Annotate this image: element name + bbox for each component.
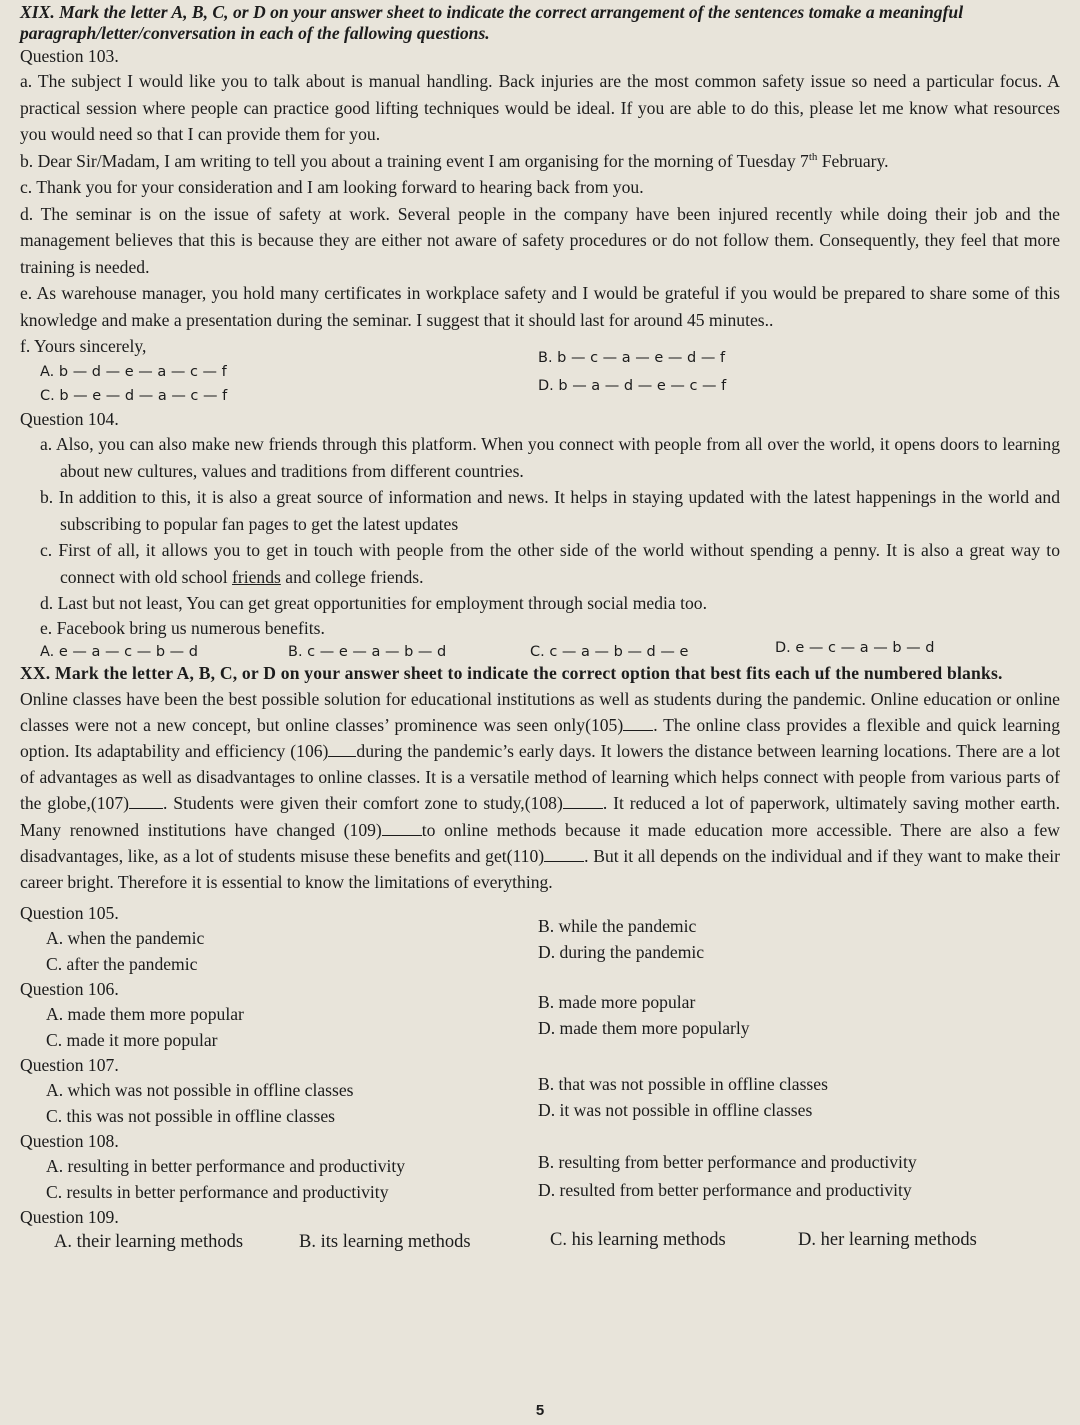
- q104-option-a[interactable]: A. e — a — c — b — d: [40, 643, 198, 660]
- blank-109[interactable]: [382, 835, 422, 836]
- question-103-label: Question 103.: [20, 46, 119, 66]
- q104-sentence-c-end: and college friends.: [280, 566, 424, 587]
- q107-option-c[interactable]: C. this was not possible in offline classes: [46, 1106, 335, 1127]
- q107-option-b[interactable]: B. that was not possible in offline classes: [538, 1074, 828, 1095]
- q106-option-b[interactable]: B. made more popular: [538, 992, 696, 1013]
- question-109-label: Question 109.: [20, 1207, 119, 1228]
- question-106-label: Question 106.: [20, 979, 119, 1000]
- question-105-label: Question 105.: [20, 903, 119, 924]
- passage-part-3: during the pandemic’s early days. It lowers the distance between learning locations. There are a lot of advantages as well as disadvantages to online classes. It is a versatile method of learning which helps connect with people from various parts of the globe,(107): [20, 740, 1060, 814]
- q103-sentence-f: f. Yours sincerely,: [20, 336, 147, 356]
- q104-sentence-e: e. Facebook bring us numerous benefits.: [40, 617, 325, 638]
- q108-options-row-1: [20, 1153, 1060, 1179]
- q103-sentence-b-text: b. Dear Sir/Madam, I am writing to tell you about a training event I am organising for the morning of Tuesday 7: [20, 150, 809, 171]
- question-104: [20, 407, 1060, 661]
- q103-sentence-c: c. Thank you for your consideration and I am looking forward to hearing back from you.: [20, 177, 644, 197]
- blank-108[interactable]: [563, 808, 603, 809]
- q109-options: [20, 1229, 1060, 1255]
- q109-option-d[interactable]: D. her learning methods: [798, 1230, 977, 1251]
- q109-option-c[interactable]: C. his learning methods: [550, 1230, 726, 1251]
- q104-sentence-c: [20, 537, 1060, 590]
- q103-sentence-b-superscript: th: [808, 150, 818, 163]
- passage-part-4: . Students were given their comfort zone to study,(108): [163, 793, 563, 814]
- q103-sentence-b: [20, 148, 1060, 175]
- q103-sentence-b-end: February.: [817, 150, 889, 171]
- q108-option-c[interactable]: C. results in better performance and productivity: [46, 1182, 389, 1203]
- blank-107[interactable]: [129, 808, 163, 809]
- q104-sentence-c-text: c. First of all, it allows you to get in touch with people from the other side of the world without spending a penny. It is also a great way to connect with old school: [40, 540, 1060, 587]
- q108-option-a[interactable]: A. resulting in better performance and productivity: [46, 1156, 406, 1177]
- q104-option-d[interactable]: D. e — c — a — b — d: [775, 639, 935, 656]
- q107-options-row-2: [20, 1100, 1060, 1129]
- q104-options: [20, 639, 1060, 661]
- q104-sentence-b: b. In addition to this, it is also a great source of information and news. It helps in staying updated with the latest happenings in the world and subscribing to popular fan pages to get the latest updates: [40, 487, 1060, 534]
- question-104-label: Question 104.: [20, 409, 119, 429]
- q104-option-b[interactable]: B. c — e — a — b — d: [288, 643, 447, 660]
- q104-sentence-a: a. Also, you can also make new friends through this platform. When you connect with people from all over the world, it opens doors to learning about new cultures, values and traditions from different countries.: [40, 434, 1060, 481]
- question-109: [20, 1205, 1060, 1255]
- blank-110[interactable]: [544, 861, 584, 862]
- q103-option-d[interactable]: D. b — a — d — e — c — f: [538, 378, 727, 394]
- q105-options-row-2: [20, 942, 1060, 977]
- q105-option-b[interactable]: B. while the pandemic: [538, 916, 697, 937]
- q108-option-d[interactable]: D. resulted from better performance and productivity: [538, 1180, 912, 1201]
- q103-sentence-e: e. As warehouse manager, you hold many certificates in workplace safety and I would be grateful if you would be prepared to share some of this knowledge and make a presentation during the seminar. I suggest that it should last for around 45 minutes..: [20, 283, 1060, 330]
- q105-option-a[interactable]: A. when the pandemic: [46, 928, 205, 949]
- question-106: [20, 977, 1060, 1053]
- question-103: [20, 44, 1060, 407]
- q104-sentence-d: d. Last but not least, You can get great opportunities for employment through social media too.: [40, 593, 707, 613]
- q104-option-c[interactable]: C. c — a — b — d — e: [530, 643, 689, 660]
- question-105: [20, 901, 1060, 977]
- q105-option-d[interactable]: D. during the pandemic: [538, 942, 705, 963]
- blank-105[interactable]: [623, 730, 653, 731]
- q103-options-row-2: [20, 378, 1060, 407]
- passage-part-6: to online methods because it made education more accessible. There are also a few disadvantages, like, as a lot of students misuse these benefits and get(110): [20, 819, 1060, 866]
- q106-option-c[interactable]: C. made it more popular: [46, 1030, 218, 1051]
- q108-option-b[interactable]: B. resulting from better performance and productivity: [538, 1152, 917, 1173]
- question-108-label: Question 108.: [20, 1131, 119, 1152]
- question-108: [20, 1129, 1060, 1205]
- q106-options-row-2: [20, 1018, 1060, 1053]
- q106-option-a[interactable]: A. made them more popular: [46, 1004, 244, 1025]
- q108-options-row-2: [20, 1179, 1060, 1205]
- q109-option-b[interactable]: B. its learning methods: [299, 1232, 471, 1253]
- q103-option-a[interactable]: A. b — d — e — a — c — f: [40, 364, 227, 380]
- blank-106[interactable]: [328, 756, 356, 757]
- q103-option-b[interactable]: B. b — c — a — e — d — f: [538, 350, 726, 366]
- page-number: 5: [535, 1402, 545, 1419]
- passage-part-5: . It reduced a lot of paperwork, ultimately saving mother earth. Many renowned institutions have changed (109): [20, 793, 1060, 840]
- q104-sentence-c-underlined: friends: [232, 566, 281, 587]
- q107-option-a[interactable]: A. which was not possible in offline classes: [46, 1080, 354, 1101]
- question-107-label: Question 107.: [20, 1055, 119, 1076]
- q103-sentence-a: a. The subject I would like you to talk about is manual handling. Back injuries are the most common safety issue so need a particular focus. A practical session where people can practice good lifting techniques would be ideal. If you are able to do this, please let me know what resources you would need so that I can provide them for you.: [20, 71, 1060, 144]
- q106-option-d[interactable]: D. made them more popularly: [538, 1018, 750, 1039]
- passage-part-1: Online classes have been the best possible solution for educational institutions as well as students during the pandemic. Online education or online classes were not a new concept, but online classes’ prominence was seen only(105): [20, 688, 1060, 735]
- q103-sentence-d: d. The seminar is on the issue of safety at work. Several people in the company have been injured recently while doing their job and the management believes that this is because they are either not aware of safety procedures or do not follow them. Consequently, they feel that more training is needed.: [20, 203, 1060, 277]
- section-19-heading: XIX. Mark the letter A, B, C, or D on your answer sheet to indicate the correct arrangement of the sentences tomake a meaningful paragraph/letter/conversation in each of the fallowing questions.: [20, 2, 964, 43]
- section-20-heading: XX. Mark the letter A, B, C, or D on your answer sheet to indicate the correct option that best fits each uf the numbered blanks.: [20, 662, 1003, 683]
- q103-option-c[interactable]: C. b — e — d — a — c — f: [40, 388, 228, 404]
- q105-option-c[interactable]: C. after the pandemic: [46, 954, 198, 975]
- q107-option-d[interactable]: D. it was not possible in offline classes: [538, 1100, 813, 1121]
- question-107: [20, 1053, 1060, 1129]
- passage-part-2: . The online class provides a flexible and quick learning option. Its adaptability and efficiency (106): [20, 714, 1061, 761]
- passage-part-7: . But it all depends on the individual and if they want to make their career bright. Therefore it is essential to know the limitations of everything.: [20, 845, 1061, 892]
- q109-option-a[interactable]: A. their learning methods: [54, 1232, 244, 1253]
- cloze-passage: [20, 686, 1060, 896]
